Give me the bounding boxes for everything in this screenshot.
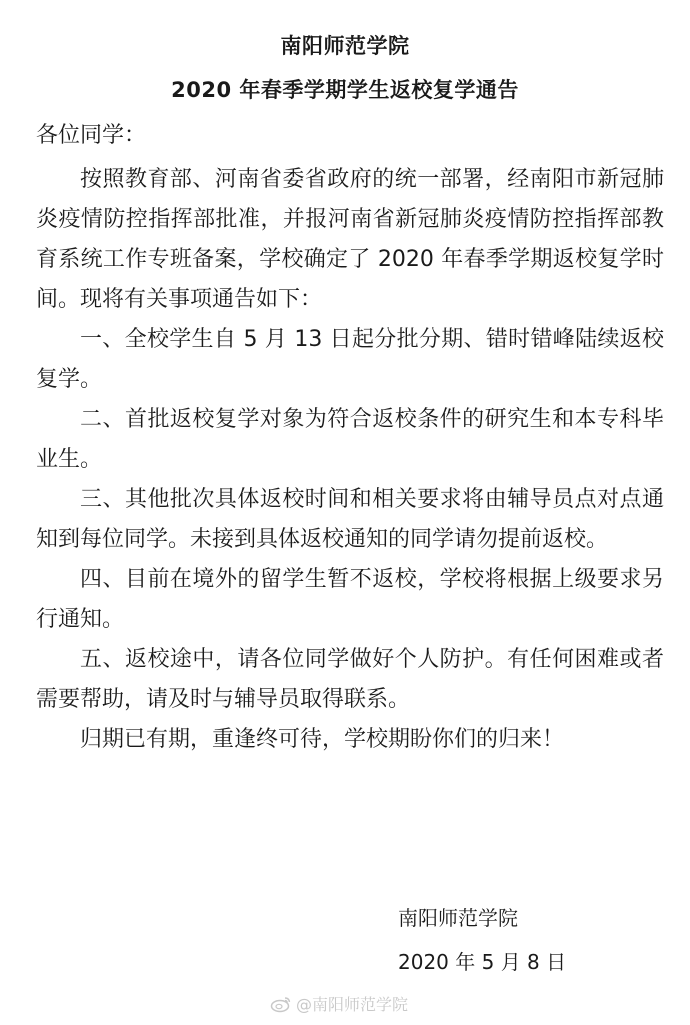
signature-block — [398, 896, 566, 984]
institution-heading: 南阳师范学院 — [280, 34, 410, 58]
item-one-paragraph: 一、全校学生自 5 月 13 日起分批分期、错时错峰陆续返校复学。 — [36, 327, 664, 392]
watermark-text: @南阳师范学院 — [296, 995, 409, 1014]
intro-paragraph: 按照教育部、河南省委省政府的统一部署，经南阳市新冠肺炎疫情防控指挥部批准，并报河南省新冠肺炎疫情防控指挥部教育系统工作专班备案，学校确定了 2020 年春季学期返校复学时间。现将有关事项通告如下： — [36, 167, 664, 312]
signature-institution: 南阳师范学院 — [398, 906, 518, 930]
signature-date: 2020 年 5 月 8 日 — [398, 950, 567, 974]
watermark — [270, 992, 408, 1015]
item-five-paragraph: 五、返校途中，请各位同学做好个人防护。有任何困难或者需要帮助，请及时与辅导员取得联系。 — [36, 647, 664, 712]
item-three-paragraph: 三、其他批次具体返校时间和相关要求将由辅导员点对点通知到每位同学。未接到具体返校通知的同学请勿提前返校。 — [36, 487, 664, 552]
closing-paragraph: 归期已有期，重逢终可待，学校期盼你们的归来！ — [80, 727, 565, 752]
weibo-icon — [270, 995, 292, 1013]
notice-body — [36, 160, 664, 760]
item-four-paragraph: 四、目前在境外的留学生暂不返校，学校将根据上级要求另行通知。 — [36, 567, 664, 632]
notice-title: 2020 年春季学期学生返校复学通告 — [171, 78, 519, 102]
item-two-paragraph: 二、首批返校复学对象为符合返校条件的研究生和本专科毕业生。 — [36, 407, 664, 472]
greeting: 各位同学： — [36, 123, 147, 148]
